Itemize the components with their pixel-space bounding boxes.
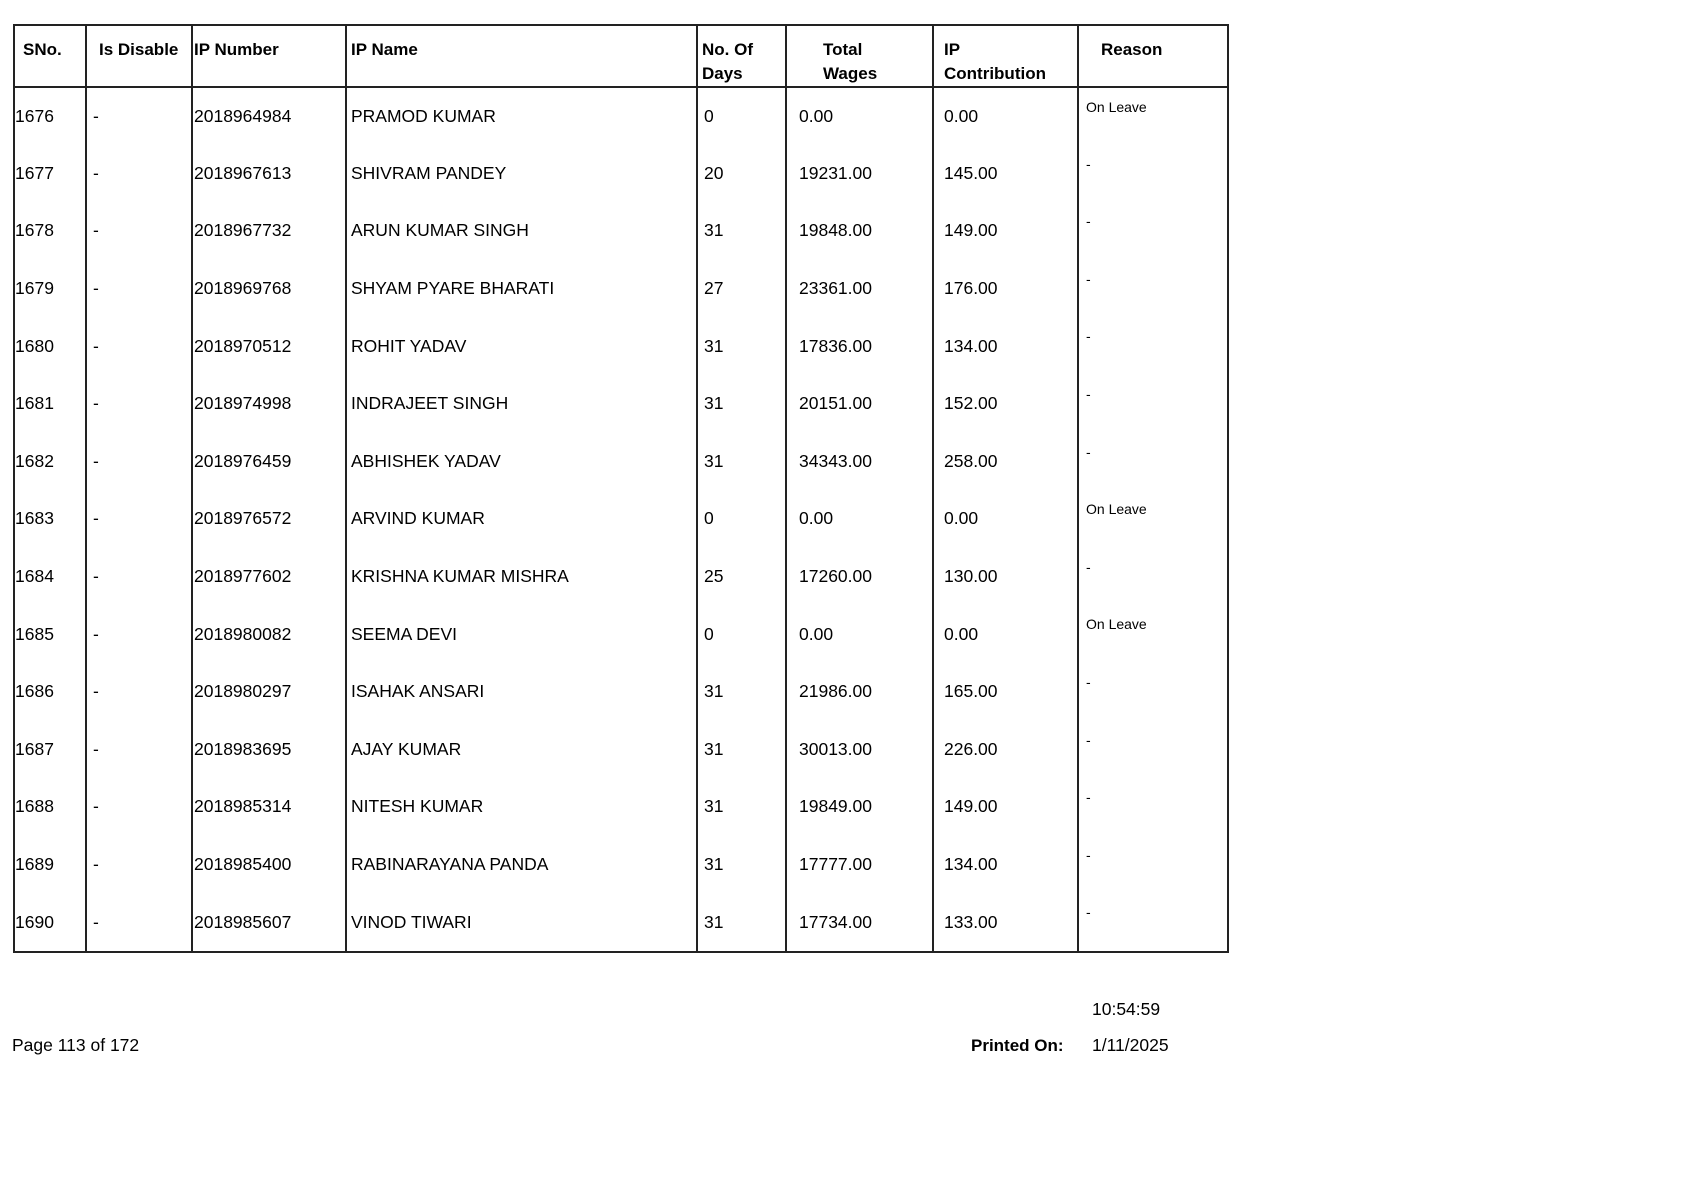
- cell-is-disable: -: [86, 778, 192, 836]
- table-row: [15, 721, 1227, 779]
- cell-sno: 1690: [15, 893, 86, 951]
- cell-sno: 1687: [15, 721, 86, 779]
- cell-days: 25: [697, 548, 786, 606]
- header-days-line1: No. Of: [702, 40, 753, 59]
- table-row: [15, 836, 1227, 894]
- page-number: Page 113 of 172: [12, 1035, 140, 1055]
- cell-ip-name: INDRAJEET SINGH: [346, 375, 697, 433]
- cell-wages: 19231.00: [786, 145, 933, 203]
- header-contrib-line1: IP: [944, 40, 961, 59]
- cell-days: 31: [697, 836, 786, 894]
- cell-reason: On Leave: [1086, 99, 1147, 115]
- cell-is-disable: -: [86, 145, 192, 203]
- cell-ip-name: KRISHNA KUMAR MISHRA: [346, 548, 697, 606]
- header-days-line2: Days: [702, 64, 743, 83]
- cell-is-disable: -: [86, 375, 192, 433]
- cell-sno: 1684: [15, 548, 86, 606]
- table-row: [15, 145, 1227, 203]
- cell-ip-name: ABHISHEK YADAV: [346, 433, 697, 491]
- cell-wages: 0.00: [786, 490, 933, 548]
- cell-days: 31: [697, 433, 786, 491]
- table-row: [15, 893, 1227, 951]
- cell-is-disable: -: [86, 433, 192, 491]
- table-row: [15, 490, 1227, 548]
- cell-wages: 21986.00: [786, 663, 933, 721]
- printed-on-label: Printed On:: [971, 1036, 1064, 1055]
- cell-sno: 1676: [15, 87, 86, 145]
- cell-days: 20: [697, 145, 786, 203]
- cell-is-disable: -: [86, 605, 192, 663]
- cell-is-disable: -: [86, 893, 192, 951]
- cell-wages: 23361.00: [786, 260, 933, 318]
- cell-sno: 1686: [15, 663, 86, 721]
- cell-contribution: 176.00: [933, 260, 1078, 318]
- printed-date: 1/11/2025: [1092, 1035, 1169, 1055]
- cell-days: 31: [697, 893, 786, 951]
- cell-sno: 1685: [15, 605, 86, 663]
- cell-contribution: 149.00: [933, 202, 1078, 260]
- cell-contribution: 165.00: [933, 663, 1078, 721]
- cell-is-disable: -: [86, 490, 192, 548]
- cell-reason: -: [1086, 385, 1091, 402]
- cell-sno: 1688: [15, 778, 86, 836]
- header-is-disable: Is Disable: [86, 26, 192, 87]
- cell-contribution: 258.00: [933, 433, 1078, 491]
- cell-wages: 20151.00: [786, 375, 933, 433]
- table-row: [15, 375, 1227, 433]
- contribution-table: [13, 24, 1229, 953]
- cell-reason: -: [1086, 213, 1091, 230]
- cell-is-disable: -: [86, 836, 192, 894]
- cell-sno: 1682: [15, 433, 86, 491]
- cell-reason: -: [1086, 270, 1091, 287]
- cell-ip-name: AJAY KUMAR: [346, 721, 697, 779]
- cell-wages: 17260.00: [786, 548, 933, 606]
- cell-reason: On Leave: [1086, 501, 1147, 518]
- cell-contribution: 0.00: [933, 605, 1078, 663]
- cell-wages: 0.00: [786, 87, 933, 145]
- cell-days: 31: [697, 317, 786, 375]
- cell-sno: 1680: [15, 317, 86, 375]
- cell-days: 31: [697, 721, 786, 779]
- cell-wages: 19848.00: [786, 202, 933, 260]
- cell-ip-name: ARUN KUMAR SINGH: [346, 202, 697, 260]
- cell-contribution: 145.00: [933, 145, 1078, 203]
- cell-wages: 30013.00: [786, 721, 933, 779]
- table-row: [15, 433, 1227, 491]
- cell-reason: -: [1086, 846, 1091, 863]
- cell-days: 31: [697, 375, 786, 433]
- cell-ip-name: ARVIND KUMAR: [346, 490, 697, 548]
- cell-sno: 1679: [15, 260, 86, 318]
- cell-days: 0: [697, 490, 786, 548]
- cell-ip-number: 2018977602: [192, 548, 346, 606]
- cell-ip-number: 2018970512: [192, 317, 346, 375]
- cell-ip-name: ROHIT YADAV: [346, 317, 697, 375]
- cell-ip-number: 2018967732: [192, 202, 346, 260]
- header-ip-number: IP Number: [192, 26, 346, 87]
- cell-wages: 17836.00: [786, 317, 933, 375]
- cell-contribution: 226.00: [933, 721, 1078, 779]
- cell-sno: 1677: [15, 145, 86, 203]
- cell-ip-number: 2018980297: [192, 663, 346, 721]
- cell-ip-name: SHIVRAM PANDEY: [346, 145, 697, 203]
- table-row: [15, 260, 1227, 318]
- header-reason: Reason: [1078, 26, 1227, 87]
- header-wages-line1: Total: [823, 40, 863, 59]
- table-row: [15, 317, 1227, 375]
- cell-days: 31: [697, 778, 786, 836]
- cell-contribution: 0.00: [933, 87, 1078, 145]
- header-ip-contribution: [933, 26, 1078, 87]
- printed-time: 10:54:59: [1092, 999, 1161, 1019]
- cell-ip-number: 2018985314: [192, 778, 346, 836]
- cell-ip-name: RABINARAYANA PANDA: [346, 836, 697, 894]
- cell-days: 31: [697, 663, 786, 721]
- table-row: [15, 605, 1227, 663]
- table-row: [15, 778, 1227, 836]
- cell-reason: -: [1086, 558, 1091, 575]
- cell-ip-number: 2018964984: [192, 87, 346, 145]
- cell-days: 0: [697, 87, 786, 145]
- cell-contribution: 130.00: [933, 548, 1078, 606]
- table-row: [15, 87, 1227, 145]
- header-contrib-line2: Contribution: [944, 64, 1046, 83]
- cell-is-disable: -: [86, 548, 192, 606]
- cell-wages: 34343.00: [786, 433, 933, 491]
- cell-ip-name: NITESH KUMAR: [346, 778, 697, 836]
- cell-ip-number: 2018985400: [192, 836, 346, 894]
- cell-ip-number: 2018969768: [192, 260, 346, 318]
- contribution-grid: [15, 26, 1227, 951]
- cell-days: 0: [697, 605, 786, 663]
- cell-ip-number: 2018967613: [192, 145, 346, 203]
- cell-reason: On Leave: [1086, 616, 1147, 633]
- cell-sno: 1678: [15, 202, 86, 260]
- cell-ip-number: 2018976572: [192, 490, 346, 548]
- table-row: [15, 548, 1227, 606]
- header-ip-name: IP Name: [346, 26, 697, 87]
- cell-reason: -: [1086, 673, 1091, 690]
- header-no-of-days: [697, 26, 786, 87]
- cell-reason: -: [1086, 731, 1091, 748]
- cell-reason: -: [1086, 789, 1091, 806]
- cell-ip-number: 2018980082: [192, 605, 346, 663]
- cell-ip-name: SEEMA DEVI: [346, 605, 697, 663]
- cell-contribution: 0.00: [933, 490, 1078, 548]
- cell-ip-number: 2018976459: [192, 433, 346, 491]
- cell-ip-name: SHYAM PYARE BHARATI: [346, 260, 697, 318]
- cell-contribution: 134.00: [933, 317, 1078, 375]
- cell-wages: 17734.00: [786, 893, 933, 951]
- header-sno: SNo.: [15, 26, 86, 87]
- cell-wages: 0.00: [786, 605, 933, 663]
- table-row: [15, 202, 1227, 260]
- cell-days: 27: [697, 260, 786, 318]
- cell-is-disable: -: [86, 87, 192, 145]
- header-wages-line2: Wages: [823, 64, 878, 83]
- cell-contribution: 134.00: [933, 836, 1078, 894]
- cell-is-disable: -: [86, 260, 192, 318]
- cell-contribution: 152.00: [933, 375, 1078, 433]
- cell-wages: 19849.00: [786, 778, 933, 836]
- table-row: [15, 663, 1227, 721]
- cell-ip-number: 2018974998: [192, 375, 346, 433]
- cell-is-disable: -: [86, 663, 192, 721]
- cell-sno: 1689: [15, 836, 86, 894]
- cell-ip-name: ISAHAK ANSARI: [346, 663, 697, 721]
- cell-is-disable: -: [86, 202, 192, 260]
- cell-ip-number: 2018985607: [192, 893, 346, 951]
- header-total-wages: [786, 26, 933, 87]
- cell-contribution: 149.00: [933, 778, 1078, 836]
- cell-reason: -: [1086, 328, 1091, 345]
- cell-ip-name: VINOD TIWARI: [346, 893, 697, 951]
- cell-ip-name: PRAMOD KUMAR: [346, 87, 697, 145]
- cell-sno: 1683: [15, 490, 86, 548]
- cell-reason: -: [1086, 443, 1091, 460]
- cell-ip-number: 2018983695: [192, 721, 346, 779]
- cell-is-disable: -: [86, 721, 192, 779]
- table-header-row: [15, 26, 1227, 87]
- cell-sno: 1681: [15, 375, 86, 433]
- table-body: [15, 87, 1227, 951]
- cell-wages: 17777.00: [786, 836, 933, 894]
- cell-days: 31: [697, 202, 786, 260]
- cell-contribution: 133.00: [933, 893, 1078, 951]
- cell-is-disable: -: [86, 317, 192, 375]
- cell-reason: -: [1086, 155, 1091, 172]
- cell-reason: -: [1086, 904, 1091, 921]
